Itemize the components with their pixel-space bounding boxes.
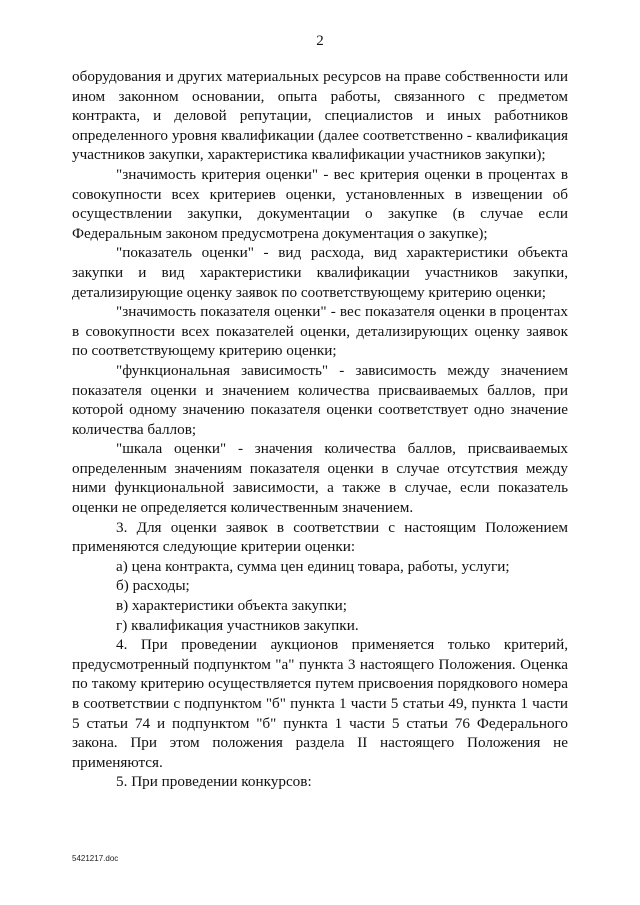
list-item-g: г) квалификация участников закупки. <box>116 616 359 634</box>
paragraph-section-5: 5. При проведении конкурсов: <box>116 773 312 791</box>
document-body <box>72 67 568 792</box>
paragraph-functional-dependence-definition: "функциональная зависимость" - зависимость между значением показателя оценки и значением количества присваиваемых баллов, при которой одному значению показателя оценки соответствует одно значение количества баллов; <box>72 361 568 438</box>
paragraph-section-4: 4. При проведении аукционов применяется только критерий, предусмотренный подпунктом "а" пункта 3 настоящего Положения. Оценка по такому критерию осуществляется путем присвоения порядкового номера в соответствии с подпунктом "б" пункта 1 части 5 статьи 49, пункта 1 части 5 статьи 74 и подпунктом "б" пункта 1 части 5 статьи 76 Федерального закона. При этом положения раздела II настоящего Положения не применяются. <box>72 636 568 771</box>
paragraph-indicator-weight-definition: "значимость показателя оценки" - вес показателя оценки в процентах в совокупности всех показателей оценки, детализирующих оценку заявок по соответствующему критерию оценки; <box>72 303 568 360</box>
document-filename-footer: 5421217.doc <box>72 854 119 863</box>
paragraph-scale-definition: "шкала оценки" - значения количества баллов, присваиваемых определенным значениям показателя оценки в случае отсутствия между ними функциональной зависимости, а также в случае, если показатель оценки не определяется количественным значением. <box>72 440 568 517</box>
paragraph-indicator-definition: "показатель оценки" - вид расхода, вид характеристики объекта закупки и вид характеристики квалификации участников закупки, детализирующие оценку заявок по соответствующему критерию оценки; <box>72 244 568 301</box>
list-item-v: в) характеристики объекта закупки; <box>116 597 348 615</box>
list-item-b: б) расходы; <box>116 577 190 595</box>
list-item-a: а) цена контракта, сумма цен единиц товара, работы, услуги; <box>116 557 510 575</box>
paragraph-criterion-weight-definition: "значимость критерия оценки" - вес критерия оценки в процентах в совокупности всех критериев оценки, установленных в извещении об осуществлении закупки, документации о закупке (в случае если Федеральным законом предусмотрена документация о закупке); <box>72 165 568 242</box>
page-number: 2 <box>316 33 324 49</box>
paragraph-qualification-continuation: оборудования и других материальных ресурсов на праве собственности или ином законном основании, опыта работы, связанного с предметом контракта, и деловой репутации, специалистов и иных работников определенного уровня квалификации (далее соответственно - квалификация участников закупки, характеристика квалификации участников закупки); <box>72 68 568 164</box>
paragraph-section-3: 3. Для оценки заявок в соответствии с настоящим Положением применяются следующие критерии оценки: <box>72 518 568 556</box>
